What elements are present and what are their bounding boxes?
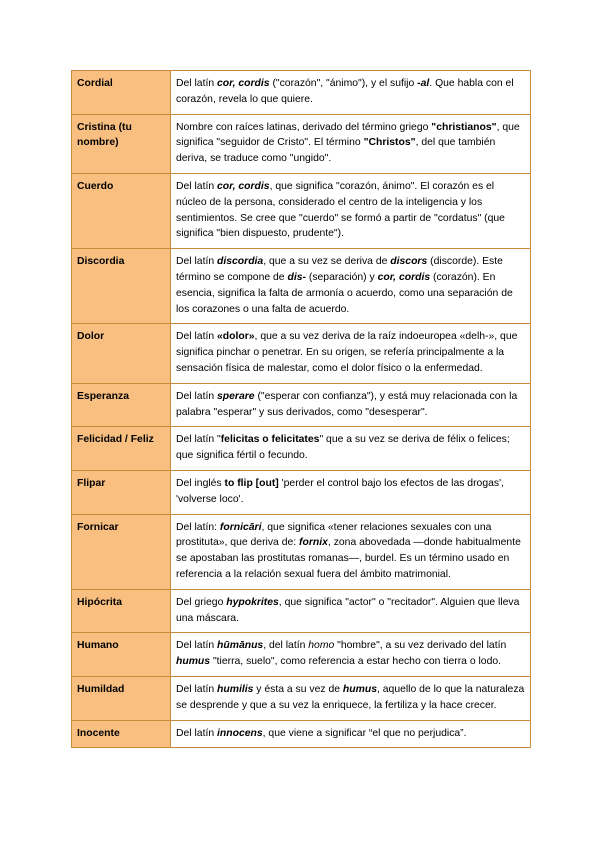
definition-cell	[171, 633, 531, 677]
definition-text: , que significa "seguidor de Cristo". El término	[176, 121, 520, 149]
definition-text: Del griego	[176, 596, 227, 608]
definition-cell	[171, 427, 531, 471]
term-cell: Cuerdo	[72, 173, 171, 248]
definition-text: Del latín	[176, 180, 218, 192]
definition-text: "hombre", a su vez derivado del latín	[334, 640, 507, 652]
definition-cell	[171, 720, 531, 748]
definition-text: cor, cordis	[377, 271, 431, 283]
definition-text: "christianos"	[431, 121, 497, 133]
definition-text: hūmānus	[217, 640, 264, 652]
definition-text: homo	[308, 640, 335, 652]
definition-text: "Christos"	[363, 137, 416, 149]
definition-cell	[171, 173, 531, 248]
definition-text: fornix	[299, 537, 328, 549]
definition-text: Del latín	[176, 683, 218, 695]
definition-text: Del latín	[176, 331, 218, 343]
definition-text: " que a su vez se deriva de félix o felices; que significa fértil o fecundo.	[176, 434, 510, 462]
term-cell: Dolor	[72, 324, 171, 383]
definition-text: Del latín "	[176, 434, 221, 446]
definition-cell	[171, 249, 531, 324]
definition-text: (corazón). En esencia, significa la falta de armonía o acuerdo, como una separación de los corazones o una falta de acuerdo.	[176, 271, 513, 315]
definition-cell	[171, 676, 531, 720]
definition-text: , zona abovedada —donde habitualmente se apostaban las prostitutas romanas—, burdel. Es un término usado en referencia a la relación sexual fuera del ámbito matrimonial.	[176, 537, 521, 580]
table-row	[72, 589, 531, 633]
definition-text: sperare	[217, 390, 255, 402]
definition-text: felicitas o felicitates	[220, 434, 320, 446]
definition-text: , del latín	[263, 640, 309, 652]
definition-text: 'perder el control bajo los efectos de las drogas', 'volverse loco'.	[176, 477, 504, 505]
table-row	[72, 383, 531, 427]
definition-cell	[171, 383, 531, 427]
definition-text: Del latín:	[176, 521, 220, 533]
table-row	[72, 324, 531, 383]
table-row	[72, 633, 531, 677]
term-cell: Fornicar	[72, 514, 171, 589]
definition-text: Del latín	[176, 256, 218, 268]
definition-cell	[171, 589, 531, 633]
definition-text: innocens	[217, 727, 263, 739]
definition-text: cor, cordis	[217, 180, 270, 192]
definition-text: (discorde). Este término se compone de	[176, 256, 503, 283]
definition-text: . Que habla con el corazón, revela lo que quiere.	[176, 78, 514, 105]
definition-text: discordia	[217, 256, 264, 268]
term-cell: Humano	[72, 633, 171, 677]
definition-cell	[171, 514, 531, 589]
table-row	[72, 427, 531, 471]
definition-text: , que viene a significar “el que no perjudica”.	[262, 727, 467, 739]
definition-cell	[171, 114, 531, 173]
definition-text: , que a su vez deriva de la raíz indoeuropea «delh-», que significa pinchar o penetrar. En su origen, se refería principalmente a la sensación física de malestar, como el dolor físico o la enfermedad.	[176, 331, 518, 374]
definition-text: fornicāri	[219, 521, 262, 533]
definition-text: discors	[390, 256, 428, 268]
term-cell: Humildad	[72, 676, 171, 720]
term-cell: Flipar	[72, 470, 171, 514]
definition-text: -al	[417, 78, 430, 89]
table-row	[72, 114, 531, 173]
definition-text: dis-	[287, 271, 306, 283]
definition-text: "tierra, suelo", como referencia a estar hecho con tierra o lodo.	[210, 656, 502, 668]
definition-text: humus	[342, 683, 377, 695]
definition-text: Del inglés	[176, 477, 225, 489]
term-cell: Discordia	[72, 249, 171, 324]
definition-text: (separación) y	[305, 271, 378, 283]
definition-text: ("esperar con confianza"), y está muy relacionada con la palabra "esperar" y sus derivados, como "desesperar".	[176, 390, 518, 418]
definition-text: cor, cordis	[217, 78, 270, 89]
definition-text: humus	[176, 656, 211, 668]
definition-text: humilis	[217, 683, 254, 695]
term-cell: Hipócrita	[72, 589, 171, 633]
table-row	[72, 676, 531, 720]
definition-text: ("corazón", "ánimo"), y el sufijo	[269, 78, 418, 89]
definition-cell	[171, 470, 531, 514]
term-cell: Esperanza	[72, 383, 171, 427]
definition-text: , aquello de lo que la naturaleza se desprende y que a su vez la enriquece, la fertiliza y la hace crecer.	[176, 683, 525, 711]
term-cell: Inocente	[72, 720, 171, 748]
definition-text: Nombre con raíces latinas, derivado del término griego	[176, 121, 432, 133]
table-row	[72, 71, 531, 115]
definition-text: «dolor»	[217, 331, 255, 343]
table-row	[72, 173, 531, 248]
glossary-body	[72, 71, 531, 748]
definition-text: y ésta a su vez de	[253, 683, 343, 695]
term-cell: Felicidad / Feliz	[72, 427, 171, 471]
definition-text: Del latín	[176, 390, 218, 402]
glossary-table	[71, 70, 531, 748]
table-row	[72, 249, 531, 324]
definition-text: , que significa "actor" o "recitador". Alguien que lleva una máscara.	[176, 596, 520, 624]
definition-text: , que significa «tener relaciones sexuales con una prostituta», que deriva de:	[176, 521, 492, 549]
definition-text: , del que también deriva, se traduce como "ungido".	[176, 137, 496, 165]
definition-text: Del latín	[176, 727, 218, 739]
definition-text: to flip [out]	[224, 477, 279, 489]
table-row	[72, 514, 531, 589]
definition-text: , que a su vez se deriva de	[263, 256, 391, 268]
term-cell: Cristina (tu nombre)	[72, 114, 171, 173]
definition-text: , que significa "corazón, ánimo". El corazón es el núcleo de la persona, considerado el centro de la inteligencia y los sentimientos. Se cree que "cuerdo" se formó a partir de "cordatus" (que significa "bien dispuesto, prudente").	[176, 180, 505, 240]
definition-text: Del latín	[176, 640, 218, 652]
term-cell: Cordial	[72, 71, 171, 115]
definition-text: Del latín	[176, 78, 218, 89]
definition-cell	[171, 324, 531, 383]
definition-text: hypokrites	[226, 596, 279, 608]
definition-cell	[171, 71, 531, 115]
table-row	[72, 720, 531, 748]
table-row	[72, 470, 531, 514]
